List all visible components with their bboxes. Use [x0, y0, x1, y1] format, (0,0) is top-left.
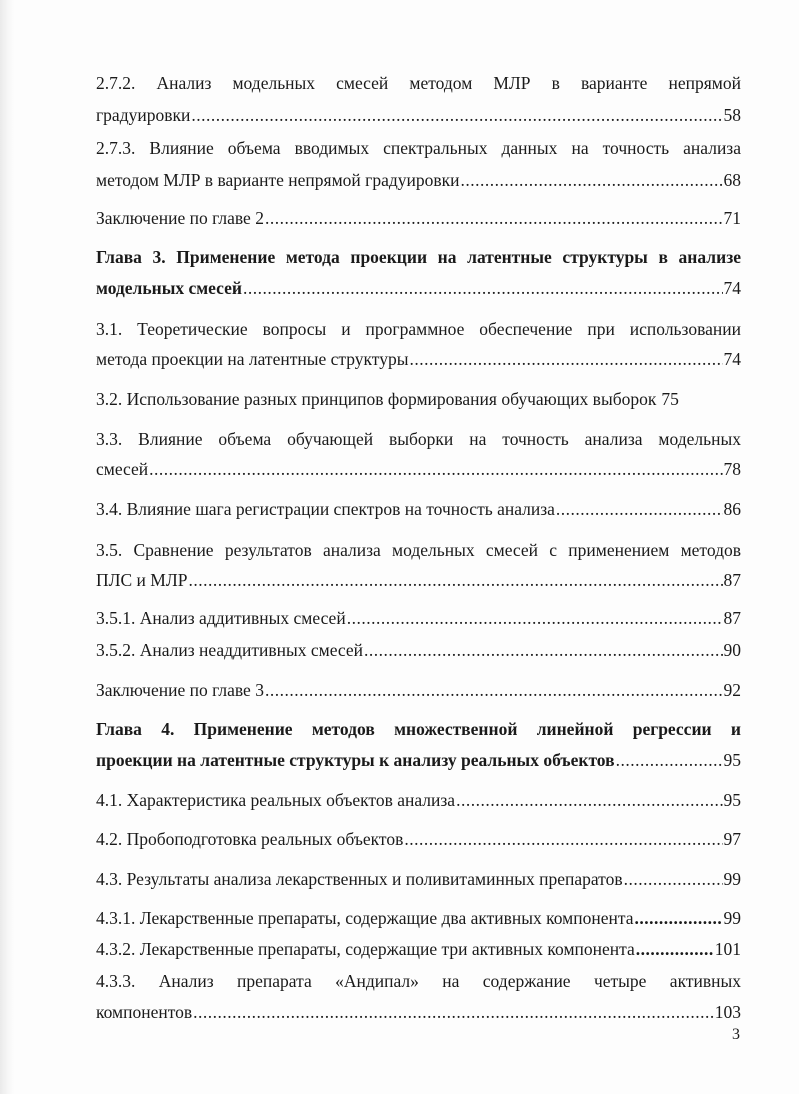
toc-entry-title: 4.3. Результаты анализа лекарственных и поливитаминных препаратов: [96, 869, 623, 889]
toc-page-number: 101: [714, 939, 741, 959]
toc-entry-title: 4.1. Характеристика реальных объектов анализа: [96, 790, 456, 810]
toc-entry-title: Заключение по главе 3: [96, 680, 264, 700]
toc-leader-dots: [616, 749, 723, 771]
toc-leader-dots: [149, 458, 722, 480]
toc-page-number: 95: [723, 750, 741, 770]
toc-leader-dots: [364, 639, 722, 661]
toc-page-number: 86: [723, 499, 741, 519]
toc-page-number: 58: [723, 105, 741, 125]
page-number: 3: [732, 1026, 740, 1043]
toc-page-number: 95: [723, 790, 741, 810]
toc-entry-title: метода проекции на латентные структуры: [96, 349, 409, 369]
toc-page-number: 78: [723, 459, 741, 479]
toc-page-number: 97: [723, 829, 741, 849]
toc-entry-title: 4.3.1. Лекарственные препараты, содержащие два активных компонента: [96, 908, 634, 928]
toc-leader-dots: [265, 207, 723, 229]
toc-entry-4-1[interactable]: [96, 789, 741, 811]
toc-entry-3-5[interactable]: [96, 569, 741, 591]
toc-entry-title: компонентов: [96, 1002, 193, 1022]
toc-leader-dots: [347, 607, 723, 629]
toc-entry-title: 3.4. Влияние шага регистрации спектров на точность анализа: [96, 499, 555, 519]
toc-entry-3-5-2[interactable]: [96, 639, 741, 661]
toc-entry-conclusion-ch2[interactable]: [96, 207, 741, 229]
toc-leader-dots: [265, 679, 723, 701]
toc-leader-dots: [409, 348, 722, 370]
toc-entry-title: 3.5.2. Анализ неаддитивных смесей: [96, 640, 364, 660]
toc-leader-dots: [635, 907, 723, 929]
toc-entry-4-3-1[interactable]: [96, 907, 741, 929]
toc-entry-4-3-3[interactable]: [96, 1001, 741, 1023]
toc-entry-title: ПЛС и МЛР: [96, 570, 188, 590]
toc-entry-title: 4.3.2. Лекарственные препараты, содержащие три активных компонента: [96, 939, 635, 959]
toc-entry-title: смесей: [96, 459, 149, 479]
toc-leader-dots: [624, 868, 723, 890]
toc-entry-title: 3.2. Использование разных принципов формирования обучающих выборок: [96, 389, 657, 409]
toc-entry-3-3[interactable]: [96, 458, 741, 480]
toc-chapter-4-line-1: Глава 4. Применение методов множественной линейной регрессии и: [96, 719, 741, 739]
toc-page-number: 99: [723, 869, 741, 889]
toc-entry-2-7-2-line-1: 2.7.2. Анализ модельных смесей методом МЛР в варианте непрямой: [96, 73, 741, 93]
toc-entry-4-3-2[interactable]: [96, 938, 741, 960]
toc-leader-dots: [404, 828, 722, 850]
toc-entry-title: модельных смесей: [96, 278, 242, 298]
toc-page-number: 103: [714, 1002, 741, 1022]
toc-leader-dots: [188, 569, 722, 591]
toc-entry-3-5-1[interactable]: [96, 607, 741, 629]
toc-entry-3-5-line-1: 3.5. Сравнение результатов анализа модельных смесей с применением методов: [96, 540, 741, 560]
toc-chapter-3[interactable]: [96, 277, 741, 299]
toc-leader-dots: [556, 498, 723, 520]
toc-entry-4-3-3-line-1: 4.3.3. Анализ препарата «Андипал» на содержание четыре активных: [96, 971, 741, 991]
toc-entry-title: 3.5.1. Анализ аддитивных смесей: [96, 608, 346, 628]
toc-leader-dots: [193, 1001, 714, 1023]
toc-entry-4-3[interactable]: [96, 868, 741, 890]
toc-entry-conclusion-ch3[interactable]: [96, 679, 741, 701]
toc-leader-dots: [191, 104, 722, 126]
toc-entry-3-1-line-1: 3.1. Теоретические вопросы и программное обеспечение при использовании: [96, 319, 741, 339]
toc-entry-3-2[interactable]: [96, 388, 741, 410]
scan-edge: [0, 0, 14, 1094]
toc-entry-3-1[interactable]: [96, 348, 741, 370]
toc-chapter-4[interactable]: [96, 749, 741, 771]
toc-entry-2-7-3-line-1: 2.7.3. Влияние объема вводимых спектральных данных на точность анализа: [96, 138, 741, 158]
toc-entry-title: методом МЛР в варианте непрямой градуировки: [96, 170, 460, 190]
toc-leader-dots: [461, 169, 723, 191]
toc-entry-3-3-line-1: 3.3. Влияние объема обучающей выборки на точность анализа модельных: [96, 429, 741, 449]
toc-leader-dots: [636, 938, 714, 960]
toc-page-number: 99: [723, 908, 741, 928]
toc-entry-2-7-3[interactable]: [96, 169, 741, 191]
toc-page-number: 87: [723, 608, 741, 628]
toc-chapter-3-line-1: Глава 3. Применение метода проекции на латентные структуры в анализе: [96, 247, 741, 267]
toc-entry-title: Заключение по главе 2: [96, 208, 264, 228]
toc-entry-title: градуировки: [96, 105, 191, 125]
toc-page-number: 75: [661, 389, 679, 409]
toc-page-number: 68: [723, 170, 741, 190]
toc-entry-4-2[interactable]: [96, 828, 741, 850]
toc-page-number: 90: [723, 640, 741, 660]
toc-page-number: 74: [723, 349, 741, 369]
toc-entry-title: проекции на латентные структуры к анализу реальных объектов: [96, 750, 615, 770]
toc-entry-title: 4.2. Пробоподготовка реальных объектов: [96, 829, 404, 849]
toc-page-number: 87: [723, 570, 741, 590]
toc-page-number: 71: [723, 208, 741, 228]
toc-page-number: 92: [723, 680, 741, 700]
toc-leader-dots: [456, 789, 722, 811]
toc-leader-dots: [243, 277, 723, 299]
toc-entry-3-4[interactable]: [96, 498, 741, 520]
toc-entry-2-7-2[interactable]: [96, 104, 741, 126]
toc-page-number: 74: [723, 278, 741, 298]
